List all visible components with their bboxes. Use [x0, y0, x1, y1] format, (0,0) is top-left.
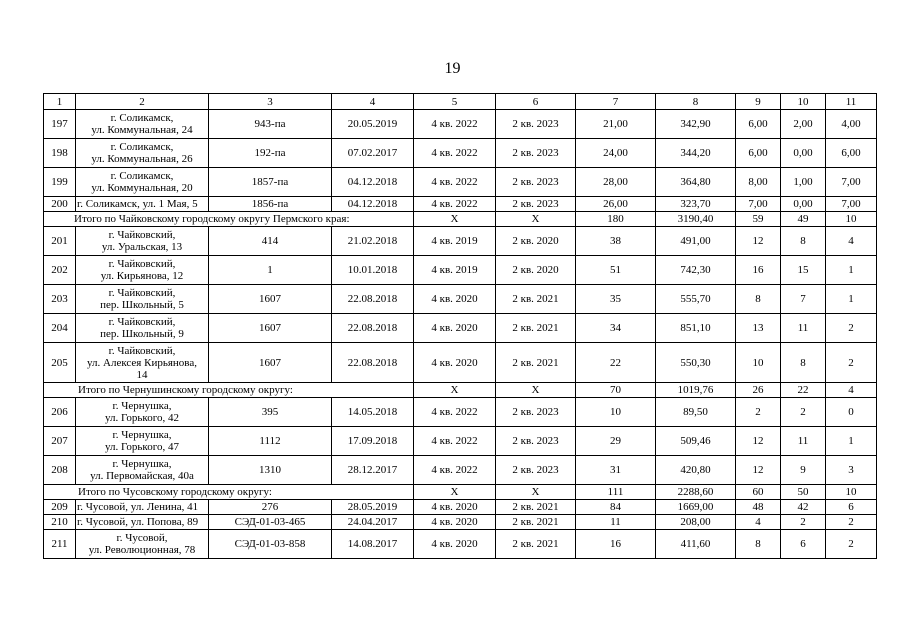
table-cell: 24,00 — [576, 139, 656, 168]
header-row — [44, 94, 877, 110]
table-cell: 12 — [736, 456, 781, 485]
table-cell: 1607 — [209, 285, 332, 314]
table-row — [44, 530, 877, 559]
row-number-cell: 206 — [44, 398, 76, 427]
table-cell: 2 кв. 2023 — [496, 456, 576, 485]
table-cell: 4 кв. 2022 — [414, 139, 496, 168]
address-cell — [76, 427, 209, 456]
table-row — [44, 256, 877, 285]
address-line: г. Соликамск, — [110, 141, 174, 153]
table-cell: 2 кв. 2020 — [496, 256, 576, 285]
table-cell: 10 — [736, 343, 781, 383]
table-cell: 4 кв. 2020 — [414, 500, 496, 515]
row-number-cell: 201 — [44, 227, 76, 256]
table-row — [44, 427, 877, 456]
table-cell: 491,00 — [656, 227, 736, 256]
table-cell: 0 — [826, 398, 877, 427]
address-line: г. Соликамск, — [110, 112, 174, 124]
table-cell: 34 — [576, 314, 656, 343]
table-cell: 2 кв. 2023 — [496, 398, 576, 427]
table-cell: 11 — [781, 427, 826, 456]
table-cell: 21.02.2018 — [332, 227, 414, 256]
summary-row — [44, 485, 877, 500]
table-cell: 1607 — [209, 343, 332, 383]
table-cell: 28.12.2017 — [332, 456, 414, 485]
table-cell: 16 — [736, 256, 781, 285]
summary-value: 70 — [576, 383, 656, 398]
table-cell: 4 кв. 2022 — [414, 110, 496, 139]
table-cell: 9 — [781, 456, 826, 485]
table-cell: 17.09.2018 — [332, 427, 414, 456]
row-number-cell: 197 — [44, 110, 76, 139]
summary-value: 111 — [576, 485, 656, 500]
table-cell: 420,80 — [656, 456, 736, 485]
table-row — [44, 456, 877, 485]
page-number: 19 — [444, 60, 461, 77]
summary-label: Итого по Чернушинскому городскому округу: — [44, 383, 414, 398]
header-cell: 2 — [76, 94, 209, 110]
table-cell: 16 — [576, 530, 656, 559]
table-cell: 411,60 — [656, 530, 736, 559]
table-cell: 2 кв. 2021 — [496, 285, 576, 314]
address-line: г. Чернушка, — [112, 429, 172, 441]
summary-value: Х — [496, 485, 576, 500]
table-cell: 2 кв. 2023 — [496, 139, 576, 168]
table-cell: 21,00 — [576, 110, 656, 139]
table-cell: 2 — [781, 515, 826, 530]
header-cell: 7 — [576, 94, 656, 110]
table-cell: 1607 — [209, 314, 332, 343]
table-row — [44, 168, 877, 197]
table-cell: 10.01.2018 — [332, 256, 414, 285]
header-cell: 9 — [736, 94, 781, 110]
table-cell: 4,00 — [826, 110, 877, 139]
row-number-cell: 204 — [44, 314, 76, 343]
address-cell — [76, 398, 209, 427]
table-cell: 11 — [781, 314, 826, 343]
table-cell: 2 кв. 2021 — [496, 314, 576, 343]
table-cell: 1 — [826, 427, 877, 456]
table-cell: 42 — [781, 500, 826, 515]
address-cell — [76, 168, 209, 197]
table-cell: СЭД-01-03-465 — [209, 515, 332, 530]
address-line: ул. Революционная, 78 — [88, 544, 196, 556]
address-line: г. Чусовой, — [116, 532, 168, 544]
address-cell — [76, 197, 209, 212]
table-cell: 1310 — [209, 456, 332, 485]
table-cell: 2 кв. 2023 — [496, 168, 576, 197]
table-cell: 4 кв. 2020 — [414, 343, 496, 383]
table-cell: 1857-па — [209, 168, 332, 197]
table-cell: 20.05.2019 — [332, 110, 414, 139]
summary-value: 22 — [781, 383, 826, 398]
table-cell: 07.02.2017 — [332, 139, 414, 168]
table-cell: 1669,00 — [656, 500, 736, 515]
address-line: г. Чернушка, — [112, 458, 172, 470]
table-row — [44, 343, 877, 383]
summary-value: 10 — [826, 485, 877, 500]
header-cell: 8 — [656, 94, 736, 110]
header-cell: 11 — [826, 94, 877, 110]
table-cell: 364,80 — [656, 168, 736, 197]
table-cell: 2 кв. 2023 — [496, 110, 576, 139]
table-cell: 0,00 — [781, 139, 826, 168]
table-cell: 04.12.2018 — [332, 197, 414, 212]
table-cell: 12 — [736, 227, 781, 256]
table-cell: СЭД-01-03-858 — [209, 530, 332, 559]
table-row — [44, 227, 877, 256]
table-cell: 7,00 — [736, 197, 781, 212]
row-number-cell: 208 — [44, 456, 76, 485]
address-cell — [76, 139, 209, 168]
table-cell: 1,00 — [781, 168, 826, 197]
table-cell: 7 — [781, 285, 826, 314]
address-line: ул. Уральская, 13 — [101, 241, 183, 253]
table-cell: 2 — [781, 398, 826, 427]
table-cell: 89,50 — [656, 398, 736, 427]
summary-value: 10 — [826, 212, 877, 227]
table-row — [44, 515, 877, 530]
address-cell — [76, 314, 209, 343]
table-cell: 2 — [826, 530, 877, 559]
table-cell: 2 кв. 2021 — [496, 515, 576, 530]
address-line: г. Чайковский, — [108, 316, 176, 328]
table-cell: 10 — [576, 398, 656, 427]
table-cell: 208,00 — [656, 515, 736, 530]
summary-value: 1019,76 — [656, 383, 736, 398]
summary-value: 49 — [781, 212, 826, 227]
table-cell: 276 — [209, 500, 332, 515]
table-cell: 192-па — [209, 139, 332, 168]
table-cell: 29 — [576, 427, 656, 456]
header-cell: 4 — [332, 94, 414, 110]
table-cell: 4 кв. 2019 — [414, 227, 496, 256]
table-cell: 22.08.2018 — [332, 314, 414, 343]
address-line: ул. Алексея Кирьянова, — [87, 356, 197, 369]
summary-value: 180 — [576, 212, 656, 227]
address-cell — [76, 515, 209, 530]
address-line: ул. Горького, 42 — [105, 412, 179, 424]
table-cell: 414 — [209, 227, 332, 256]
table-cell: 943-па — [209, 110, 332, 139]
summary-label: Итого по Чайковскому городскому округу Пермского края: — [44, 212, 414, 227]
row-number-cell: 211 — [44, 530, 76, 559]
table-cell: 22 — [576, 343, 656, 383]
summary-value: Х — [414, 212, 496, 227]
address-line: ул. Коммунальная, 24 — [91, 124, 193, 136]
table-row — [44, 110, 877, 139]
table-cell: 4 кв. 2022 — [414, 168, 496, 197]
address-line: г. Чайковский, — [108, 287, 176, 299]
table-cell: 6,00 — [736, 110, 781, 139]
address-line: г. Соликамск, — [110, 170, 174, 182]
table-cell: 8 — [781, 227, 826, 256]
table-cell: 4 кв. 2022 — [414, 427, 496, 456]
table-cell: 8,00 — [736, 168, 781, 197]
address-line: г. Чусовой, ул. Попова, 89 — [77, 516, 199, 528]
summary-value: Х — [414, 383, 496, 398]
summary-label: Итого по Чусовскому городскому округу: — [44, 485, 414, 500]
address-line: ул. Коммунальная, 26 — [91, 153, 193, 165]
table-cell: 2 — [826, 343, 877, 383]
table-cell: 51 — [576, 256, 656, 285]
table-row — [44, 314, 877, 343]
address-line: пер. Школьный, 5 — [100, 299, 184, 311]
table-cell: 4 кв. 2020 — [414, 314, 496, 343]
address-cell — [76, 256, 209, 285]
address-line: ул. Первомайская, 40а — [90, 470, 194, 482]
table-cell: 0,00 — [781, 197, 826, 212]
table-cell: 8 — [781, 343, 826, 383]
table-cell: 8 — [736, 530, 781, 559]
table-cell: 04.12.2018 — [332, 168, 414, 197]
table-cell: 4 кв. 2022 — [414, 398, 496, 427]
summary-value: 50 — [781, 485, 826, 500]
address-line: 14 — [136, 368, 148, 381]
table-cell: 2,00 — [781, 110, 826, 139]
table-cell: 2 кв. 2021 — [496, 343, 576, 383]
address-line: г. Соликамск, ул. 1 Мая, 5 — [77, 198, 198, 210]
summary-row — [44, 212, 877, 227]
address-line: г. Чернушка, — [112, 400, 172, 412]
address-line: ул. Коммунальная, 20 — [91, 182, 193, 194]
table-cell: 2 кв. 2021 — [496, 530, 576, 559]
table-cell: 15 — [781, 256, 826, 285]
table-cell: 4 кв. 2020 — [414, 285, 496, 314]
header-cell: 5 — [414, 94, 496, 110]
table-row — [44, 197, 877, 212]
summary-value: 4 — [826, 383, 877, 398]
table-row — [44, 398, 877, 427]
address-cell — [76, 456, 209, 485]
row-number-cell: 209 — [44, 500, 76, 515]
header-cell: 1 — [44, 94, 76, 110]
summary-value: Х — [496, 212, 576, 227]
table-cell: 6,00 — [826, 139, 877, 168]
header-cell: 10 — [781, 94, 826, 110]
table-cell: 395 — [209, 398, 332, 427]
table-cell: 344,20 — [656, 139, 736, 168]
table-cell: 851,10 — [656, 314, 736, 343]
summary-row — [44, 383, 877, 398]
address-line: ул. Кирьянова, 12 — [100, 270, 184, 282]
table-cell: 84 — [576, 500, 656, 515]
table-row — [44, 139, 877, 168]
table-cell: 31 — [576, 456, 656, 485]
table-cell: 1112 — [209, 427, 332, 456]
summary-value: 3190,40 — [656, 212, 736, 227]
table-cell: 2 — [736, 398, 781, 427]
table-cell: 13 — [736, 314, 781, 343]
address-cell — [76, 227, 209, 256]
table-cell: 2 кв. 2020 — [496, 227, 576, 256]
housing-table — [43, 93, 877, 559]
address-cell — [76, 500, 209, 515]
table-cell: 28.05.2019 — [332, 500, 414, 515]
table-cell: 35 — [576, 285, 656, 314]
table-cell: 7,00 — [826, 197, 877, 212]
table-cell: 26,00 — [576, 197, 656, 212]
table-cell: 4 — [826, 227, 877, 256]
table-cell: 4 — [736, 515, 781, 530]
table-cell: 8 — [736, 285, 781, 314]
row-number-cell: 210 — [44, 515, 76, 530]
table-cell: 4 кв. 2022 — [414, 456, 496, 485]
address-line: г. Чусовой, ул. Ленина, 41 — [77, 501, 199, 513]
header-cell: 6 — [496, 94, 576, 110]
row-number-cell: 202 — [44, 256, 76, 285]
table-cell: 2 — [826, 515, 877, 530]
table-cell: 1856-па — [209, 197, 332, 212]
address-cell — [76, 285, 209, 314]
address-cell — [76, 110, 209, 139]
address-line: г. Чайковский, — [108, 258, 176, 270]
table-cell: 11 — [576, 515, 656, 530]
table-cell: 2 кв. 2023 — [496, 427, 576, 456]
table-cell: 28,00 — [576, 168, 656, 197]
table-cell: 7,00 — [826, 168, 877, 197]
address-line: ул. Горького, 47 — [105, 441, 179, 453]
summary-value: Х — [414, 485, 496, 500]
table-cell: 14.05.2018 — [332, 398, 414, 427]
row-number-cell: 199 — [44, 168, 76, 197]
table-cell: 742,30 — [656, 256, 736, 285]
row-number-cell: 200 — [44, 197, 76, 212]
table-cell: 14.08.2017 — [332, 530, 414, 559]
row-number-cell: 198 — [44, 139, 76, 168]
table-cell: 4 кв. 2022 — [414, 197, 496, 212]
row-number-cell: 207 — [44, 427, 76, 456]
address-line: пер. Школьный, 9 — [100, 328, 184, 340]
table-cell: 4 кв. 2020 — [414, 530, 496, 559]
table-cell: 24.04.2017 — [332, 515, 414, 530]
table-cell: 6 — [826, 500, 877, 515]
table-cell: 6 — [781, 530, 826, 559]
table-cell: 1 — [826, 256, 877, 285]
table-cell: 1 — [826, 285, 877, 314]
table-cell: 550,30 — [656, 343, 736, 383]
table-cell: 4 кв. 2020 — [414, 515, 496, 530]
table-cell: 323,70 — [656, 197, 736, 212]
table-cell: 2 — [826, 314, 877, 343]
table-cell: 2 кв. 2023 — [496, 197, 576, 212]
table-cell: 4 кв. 2019 — [414, 256, 496, 285]
header-cell: 3 — [209, 94, 332, 110]
table-cell: 555,70 — [656, 285, 736, 314]
address-cell — [76, 343, 209, 383]
address-line: г. Чайковский, — [108, 229, 176, 241]
table-cell: 6,00 — [736, 139, 781, 168]
summary-value: 2288,60 — [656, 485, 736, 500]
table-body — [44, 94, 877, 559]
table-cell: 2 кв. 2021 — [496, 500, 576, 515]
summary-value: 59 — [736, 212, 781, 227]
table-cell: 1 — [209, 256, 332, 285]
summary-value: Х — [496, 383, 576, 398]
summary-value: 26 — [736, 383, 781, 398]
table-cell: 12 — [736, 427, 781, 456]
table-cell: 509,46 — [656, 427, 736, 456]
table-cell: 3 — [826, 456, 877, 485]
table-cell: 342,90 — [656, 110, 736, 139]
summary-value: 60 — [736, 485, 781, 500]
address-line: г. Чайковский, — [108, 344, 176, 357]
table-cell: 48 — [736, 500, 781, 515]
table-row — [44, 285, 877, 314]
row-number-cell: 203 — [44, 285, 76, 314]
table-cell: 38 — [576, 227, 656, 256]
address-cell — [76, 530, 209, 559]
table-row — [44, 500, 877, 515]
table-cell: 22.08.2018 — [332, 285, 414, 314]
row-number-cell: 205 — [44, 343, 76, 383]
table-cell: 22.08.2018 — [332, 343, 414, 383]
